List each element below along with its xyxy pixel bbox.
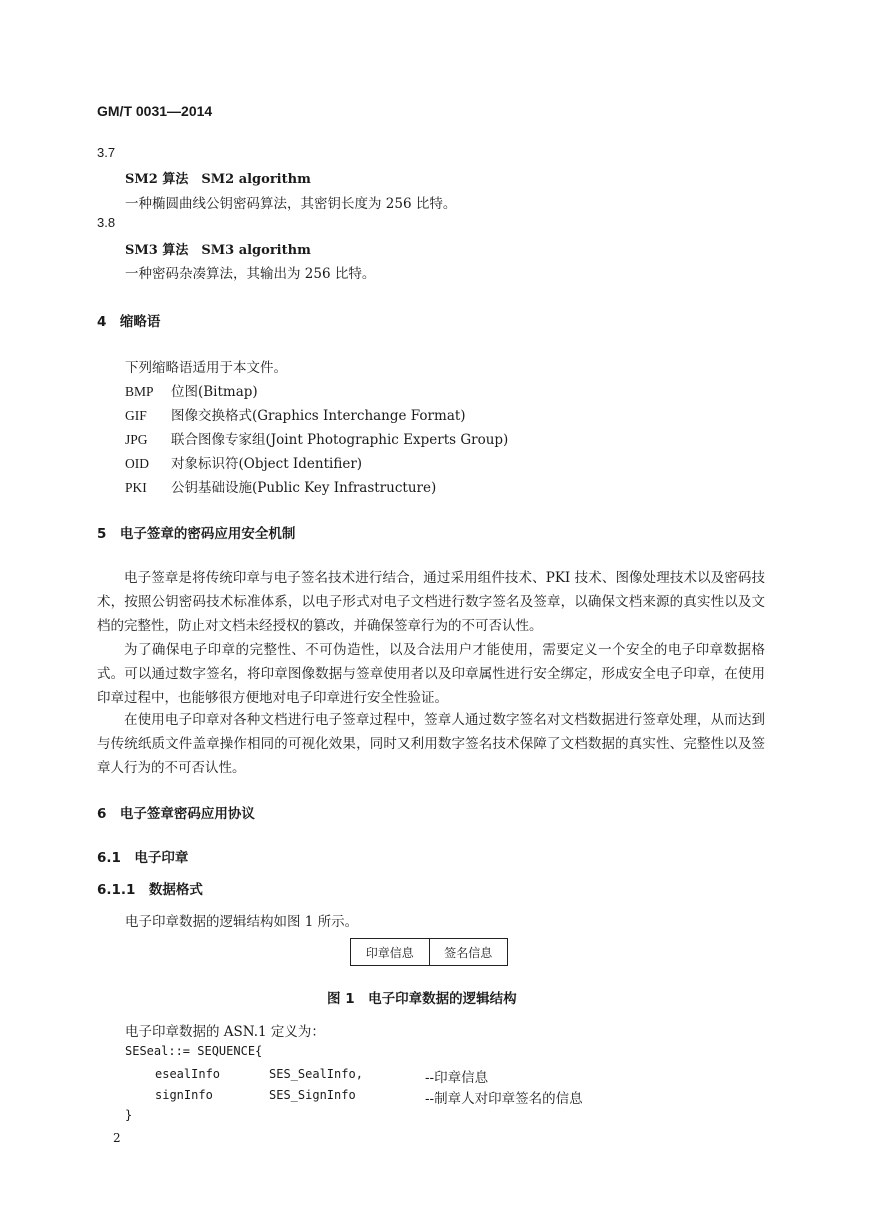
body-paragraph: 电子签章是将传统印章与电子签名技术进行结合，通过采用组件技术、PKI 技术、图像处理技术以及密码技术，按照公钥密码技术标准体系，以电子形式对电子文档进行数字签名及签章，以确保文档来源的真实性以及文档的完整性，防止对文档未经授权的篡改，并确保签章行为的不可否认性。 — [97, 570, 765, 634]
asn-field-name: esealInfo — [155, 1067, 221, 1081]
abbreviation-item — [125, 428, 508, 448]
section-heading: 5 电子签章的密码应用安全机制 — [97, 526, 296, 542]
abbreviation-item — [125, 452, 362, 472]
abbreviation-item — [125, 404, 466, 424]
abbreviation-key: GIF — [125, 408, 147, 423]
seal-info-cell: 印章信息 — [351, 939, 430, 965]
asn-intro: 电子印章数据的 ASN.1 定义为： — [125, 1024, 325, 1040]
abbreviation-item — [125, 380, 258, 400]
body-paragraph: 在使用电子印章对各种文档进行电子签章过程中，签章人通过数字签名对文档数据进行签章处理，从而达到与传统纸质文件盖章操作相同的可视化效果，同时又利用数字签名技术保障了文档数据的真实性、完整性以及签章人行为的不可否认性。 — [97, 712, 765, 776]
asn-field-type: SES_SignInfo — [269, 1088, 356, 1102]
section-heading: 6 电子签章密码应用协议 — [97, 806, 255, 822]
abbreviations-intro: 下列缩略语适用于本文件。 — [125, 360, 287, 376]
page-number: 2 — [113, 1131, 121, 1145]
abbreviation-key: BMP — [125, 384, 154, 399]
section-heading: 4 缩略语 — [97, 314, 161, 330]
asn-open-line: SESeal::= SEQUENCE{ — [125, 1044, 263, 1058]
asn-field-comment: --制章人对印章签名的信息 — [425, 1091, 583, 1107]
term-definition: 一种椭圆曲线公钥密码算法，其密钥长度为 256 比特。 — [125, 196, 457, 212]
abbreviation-text: 公钥基础设施(Public Key Infrastructure) — [171, 480, 437, 496]
figure-intro: 电子印章数据的逻辑结构如图 1 所示。 — [125, 914, 359, 930]
abbreviation-key: JPG — [125, 432, 148, 447]
body-paragraph: 为了确保电子印章的完整性、不可伪造性，以及合法用户才能使用，需要定义一个安全的电子印章数据格式。可以通过数字签名，将印章图像数据与签章使用者以及印章属性进行安全绑定，形成安全电子印章，在使用印章过程中，也能够很方便地对电子印章进行安全性验证。 — [97, 642, 765, 706]
asn-field-comment: --印章信息 — [425, 1070, 489, 1086]
abbreviation-item — [125, 476, 436, 496]
signature-info-cell: 签名信息 — [444, 945, 493, 960]
subsection-heading: 6.1 电子印章 — [97, 850, 189, 866]
seal-structure-figure — [350, 938, 508, 966]
abbreviation-text: 联合图像专家组(Joint Photographic Experts Group) — [171, 432, 509, 448]
figure-caption: 图 1 电子印章数据的逻辑结构 — [327, 991, 517, 1007]
abbreviation-key: OID — [125, 456, 149, 471]
asn-field-type: SES_SealInfo, — [269, 1067, 363, 1081]
abbreviation-key: PKI — [125, 480, 147, 495]
clause-number: 3.8 — [97, 215, 116, 230]
asn-close-line: } — [125, 1108, 133, 1122]
asn-field-name: signInfo — [155, 1088, 213, 1102]
abbreviation-text: 位图(Bitmap) — [171, 384, 258, 400]
term-definition: 一种密码杂凑算法，其输出为 256 比特。 — [125, 266, 376, 282]
abbreviation-text: 对象标识符(Object Identifier) — [171, 456, 363, 472]
term-title: SM3 算法 SM3 algorithm — [125, 243, 311, 258]
standard-id: GM/T 0031—2014 — [97, 103, 213, 119]
subsection-heading: 6.1.1 数据格式 — [97, 882, 203, 898]
abbreviation-text: 图像交换格式(Graphics Interchange Format) — [171, 408, 466, 424]
clause-number: 3.7 — [97, 145, 116, 160]
term-title: SM2 算法 SM2 algorithm — [125, 172, 311, 187]
